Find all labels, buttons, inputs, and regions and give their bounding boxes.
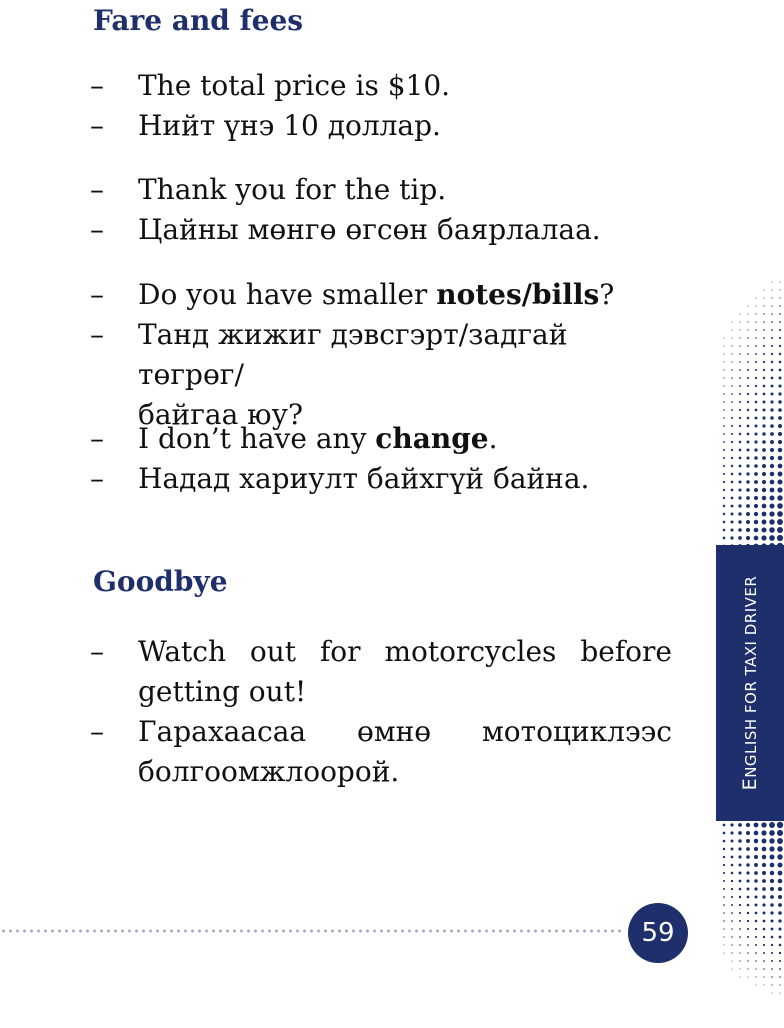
dash-marker: – [90,210,104,250]
mongolian-phrase: – Гарахаасаа өмнө мотоциклээс [90,712,672,752]
mongolian-phrase-continued: байгаа юу? [90,395,672,435]
english-phrase: – Watch out for motorcycles before [90,632,672,672]
english-phrase: – The total price is $10. [90,66,672,106]
side-tab-label: ENGLISH FOR TAXI DRIVER [739,576,761,791]
mongolian-phrase: – Надад хариулт байхгүй байна. [90,459,672,499]
mongolian-phrase: – Нийт үнэ 10 доллар. [90,106,672,146]
dash-marker: – [90,66,104,106]
phrase-pair [90,66,672,146]
bold-term: change [375,422,488,455]
bold-term: notes/bills [436,278,599,311]
dash-marker: – [90,419,104,459]
section-heading-fare: Fare and fees [93,6,303,37]
mongolian-phrase: – Цайны мөнгө өгсөн баярлалаа. [90,210,672,250]
mongolian-phrase-continued: болгоомжлоорой. [90,752,672,792]
phrase-pair [90,275,672,435]
dash-marker: – [90,315,104,355]
dash-marker: – [90,170,104,210]
phrase-pair [90,419,672,499]
english-phrase: – I don’t have any change. [90,419,672,459]
phrase-pair [90,632,672,792]
english-phrase: – Thank you for the tip. [90,170,672,210]
dash-marker: – [90,275,104,315]
page-number-badge: 59 [628,903,688,963]
dash-marker: – [90,459,104,499]
halftone-dots [720,821,784,1024]
phrase-pair [90,170,672,250]
dotted-rule [0,929,625,933]
english-phrase: – Do you have smaller notes/bills? [90,275,672,315]
dash-marker: – [90,632,104,672]
dash-marker: – [90,712,104,752]
dash-marker: – [90,106,104,146]
halftone-dot-pattern-top [720,230,784,545]
english-phrase-continued: getting out! [90,672,672,712]
section-heading-goodbye: Goodbye [93,567,228,598]
side-tab [716,545,784,821]
halftone-dots [720,230,784,545]
halftone-dot-pattern-bottom [720,821,784,1024]
mongolian-phrase: – Танд жижиг дэвсгэрт/задгай төгрөг/ [90,315,672,395]
